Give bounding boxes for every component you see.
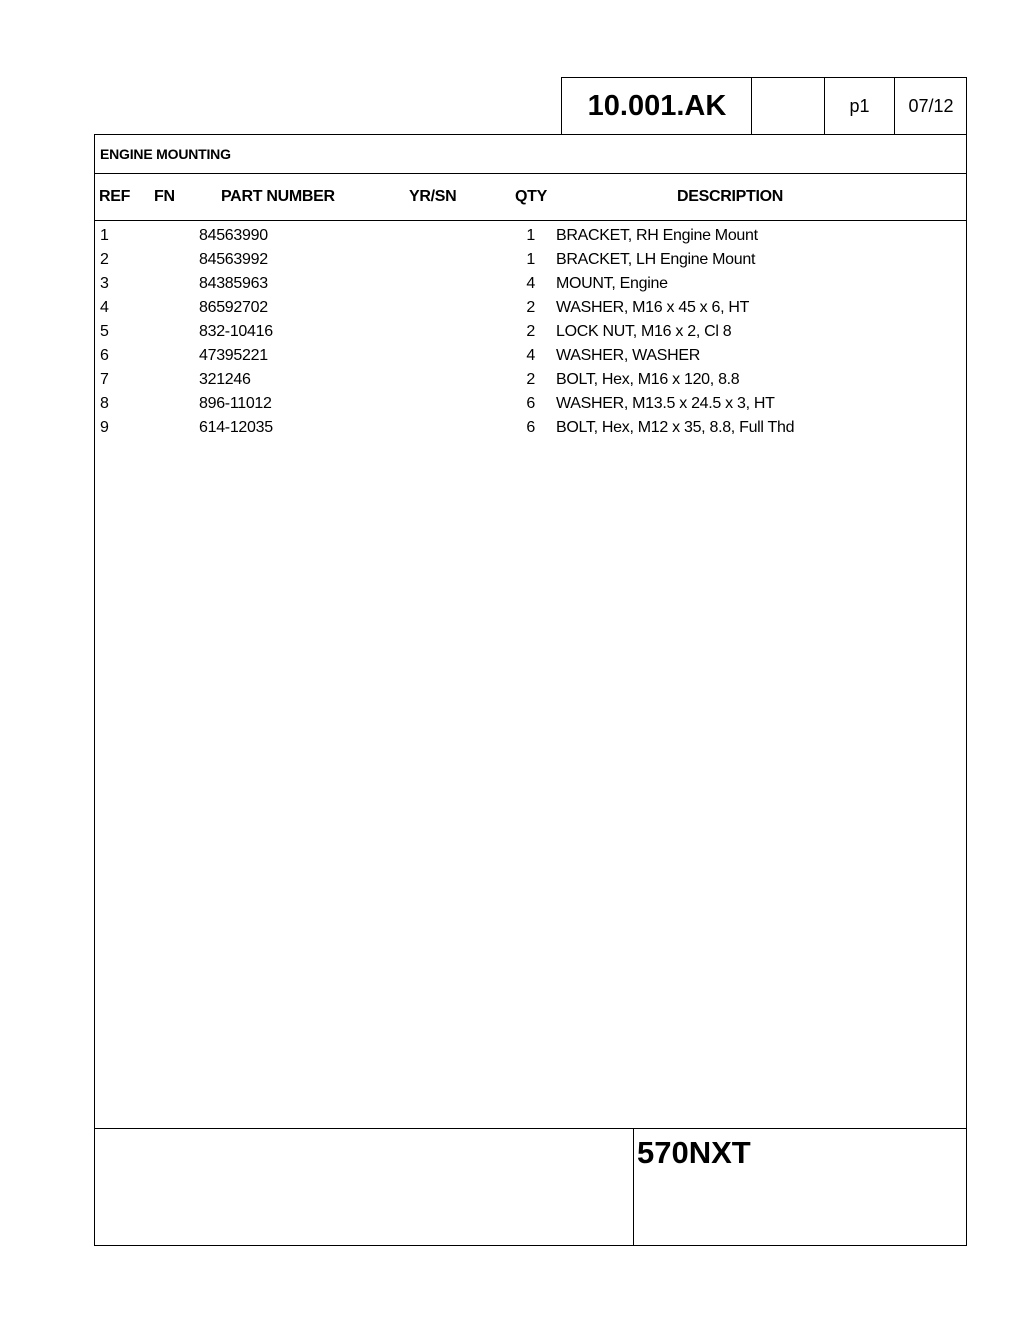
row-part-number: 84385963 xyxy=(199,275,268,292)
row-qty: 1 xyxy=(526,227,535,244)
row-ref: 8 xyxy=(100,395,109,412)
row-qty: 4 xyxy=(526,347,535,364)
table-row xyxy=(95,419,966,443)
row-qty: 6 xyxy=(526,395,535,412)
row-part-number: 84563990 xyxy=(199,227,268,244)
column-header-description: DESCRIPTION xyxy=(677,188,784,205)
revision-date: 07/12 xyxy=(894,78,967,134)
row-description: WASHER, M16 x 45 x 6, HT xyxy=(556,299,750,316)
footer-block xyxy=(95,1128,966,1245)
row-qty: 2 xyxy=(526,371,535,388)
column-header-part-number: PART NUMBER xyxy=(221,188,335,205)
row-part-number: 47395221 xyxy=(199,347,268,364)
row-qty: 1 xyxy=(526,251,535,268)
parts-list-frame xyxy=(94,134,967,1246)
column-header-yr-sn: YR/SN xyxy=(409,188,457,205)
column-header-ref: REF xyxy=(99,188,131,205)
column-header-qty: QTY xyxy=(515,188,547,205)
column-header-fn: FN xyxy=(154,188,175,205)
page-number: p1 xyxy=(824,78,894,134)
row-description: BOLT, Hex, M12 x 35, 8.8, Full Thd xyxy=(556,419,795,436)
row-part-number: 84563992 xyxy=(199,251,268,268)
parts-rows xyxy=(95,227,966,443)
model-name: 570NXT xyxy=(637,1135,751,1170)
doc-code: 10.001.AK xyxy=(587,89,727,122)
row-part-number: 832-10416 xyxy=(199,323,273,340)
section-bar xyxy=(95,135,966,174)
row-description: MOUNT, Engine xyxy=(556,275,668,292)
row-ref: 4 xyxy=(100,299,109,316)
row-ref: 3 xyxy=(100,275,109,292)
row-qty: 6 xyxy=(526,419,535,436)
row-description: BRACKET, LH Engine Mount xyxy=(556,251,756,268)
row-description: BOLT, Hex, M16 x 120, 8.8 xyxy=(556,371,740,388)
section-title: ENGINE MOUNTING xyxy=(100,146,231,162)
table-row xyxy=(95,227,966,251)
table-row xyxy=(95,347,966,371)
row-ref: 9 xyxy=(100,419,109,436)
column-header-row xyxy=(95,173,966,221)
row-description: BRACKET, RH Engine Mount xyxy=(556,227,758,244)
table-row xyxy=(95,251,966,275)
table-row xyxy=(95,299,966,323)
table-row xyxy=(95,371,966,395)
row-qty: 4 xyxy=(526,275,535,292)
row-part-number: 896-11012 xyxy=(199,395,272,412)
title-block xyxy=(561,77,967,135)
table-row xyxy=(95,323,966,347)
table-row xyxy=(95,275,966,299)
row-part-number: 86592702 xyxy=(199,299,268,316)
table-row xyxy=(95,395,966,419)
row-ref: 5 xyxy=(100,323,109,340)
row-ref: 1 xyxy=(100,227,109,244)
row-part-number: 614-12035 xyxy=(199,419,273,436)
footer-divider xyxy=(633,1129,634,1245)
row-part-number: 321246 xyxy=(199,371,251,388)
blank-cell xyxy=(751,78,824,134)
row-ref: 6 xyxy=(100,347,109,364)
row-description: WASHER, M13.5 x 24.5 x 3, HT xyxy=(556,395,775,412)
row-ref: 7 xyxy=(100,371,109,388)
row-description: WASHER, WASHER xyxy=(556,347,700,364)
row-qty: 2 xyxy=(526,299,535,316)
row-description: LOCK NUT, M16 x 2, Cl 8 xyxy=(556,323,732,340)
row-ref: 2 xyxy=(100,251,109,268)
row-qty: 2 xyxy=(526,323,535,340)
